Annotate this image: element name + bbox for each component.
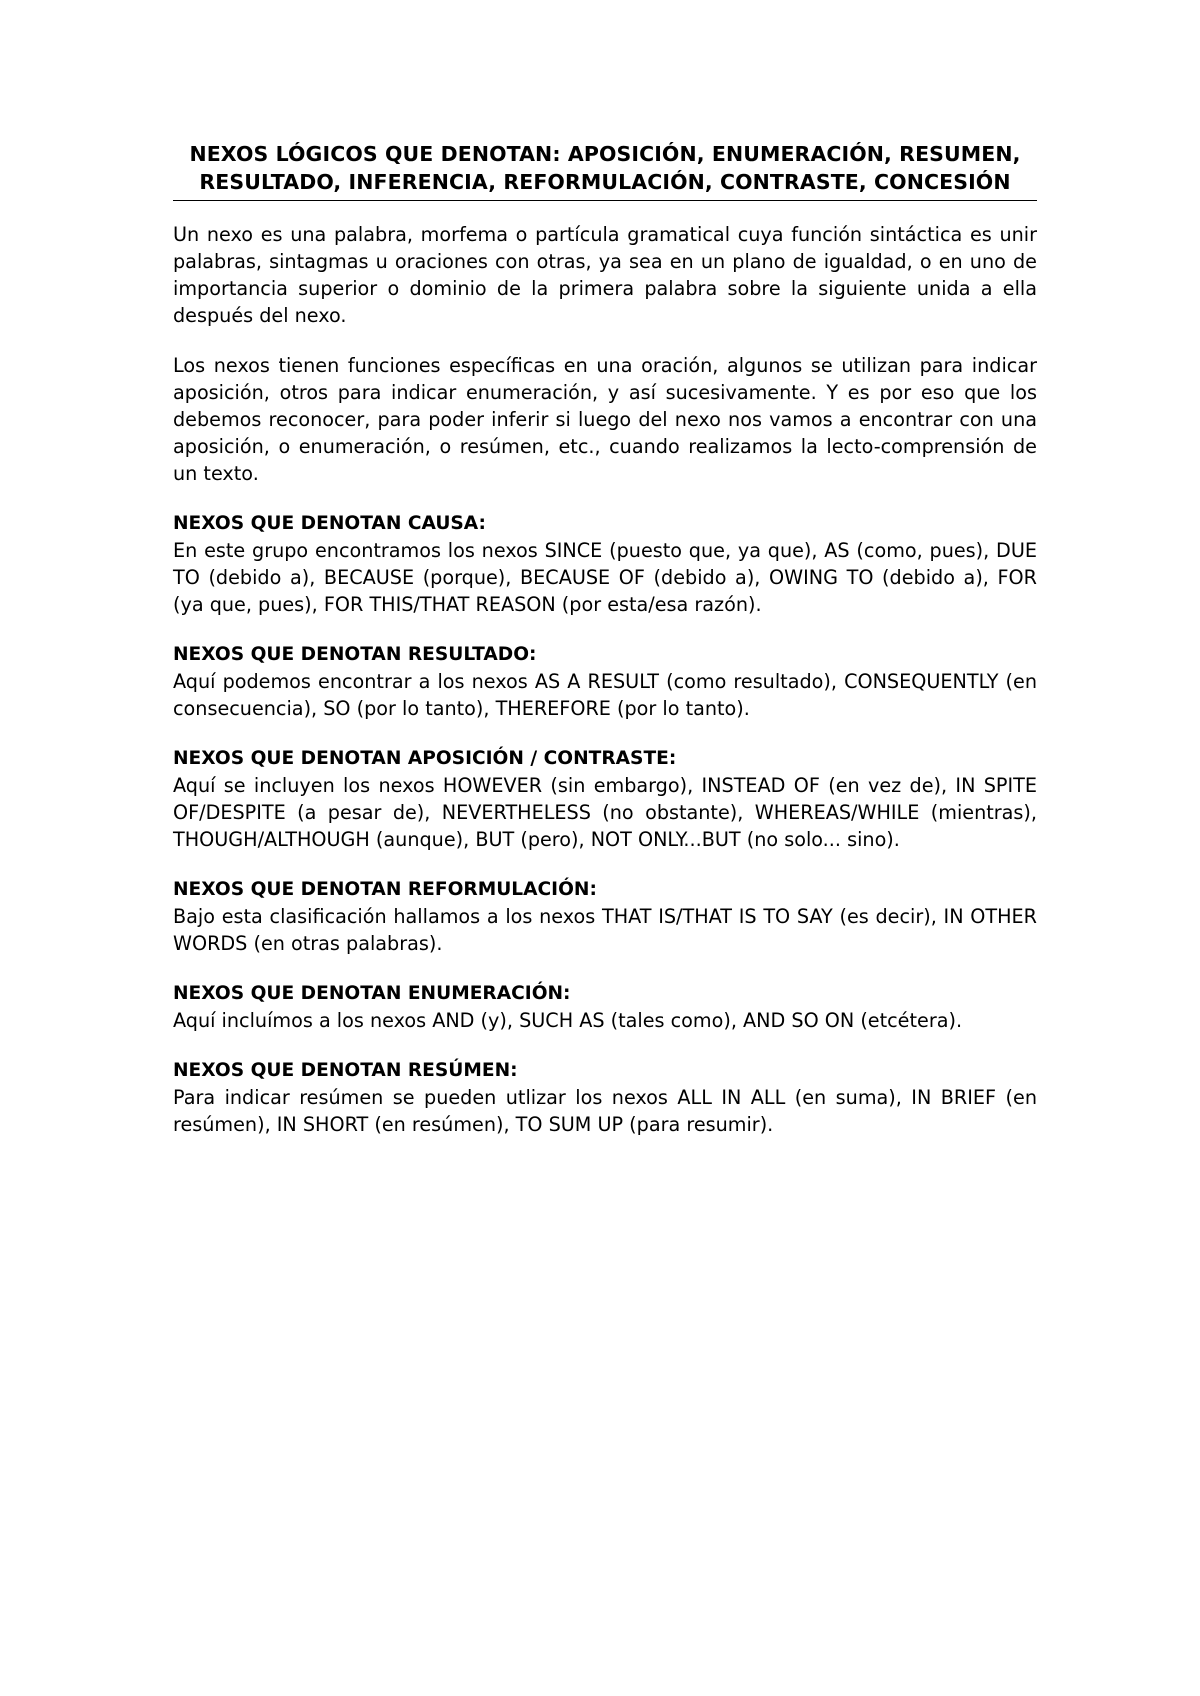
section-heading: NEXOS QUE DENOTAN REFORMULACIÓN: bbox=[173, 879, 597, 900]
section-heading: NEXOS QUE DENOTAN CAUSA: bbox=[173, 513, 486, 534]
intro-paragraph: Un nexo es una palabra, morfema o partícula gramatical cuya función sintáctica es unir palabras, sintagmas u oraciones con otras, ya sea en un plano de igualdad, o en uno de importancia superior o dominio de la primera palabra sobre la siguiente unida a ella después del nexo. bbox=[173, 223, 1037, 327]
section-heading: NEXOS QUE DENOTAN ENUMERACIÓN: bbox=[173, 983, 571, 1004]
section-body: Aquí se incluyen los nexos HOWEVER (sin embargo), INSTEAD OF (en vez de), IN SPITE OF/DESPITE (a pesar de), NEVERTHELESS (no obstante), WHEREAS/WHILE (mientras), THOUGH/ALTHOUGH (aunque), BUT (pero), NOT ONLY...BUT (no solo... sino). bbox=[173, 774, 1037, 851]
section-heading: NEXOS QUE DENOTAN RESÚMEN: bbox=[173, 1060, 518, 1081]
intro-paragraph: Los nexos tienen funciones específicas en una oración, algunos se utilizan para indicar aposición, otros para indicar enumeración, y así sucesivamente. Y es por eso que los debemos reconocer, para poder inferir si luego del nexo nos vamos a encontrar con una aposición, o enumeración, o resúmen, etc., cuando realizamos la lecto-comprensión de un texto. bbox=[173, 354, 1037, 485]
section-resumen bbox=[173, 1057, 1037, 1138]
section-body: Para indicar resúmen se pueden utlizar los nexos ALL IN ALL (en suma), IN BRIEF (en resúmen), IN SHORT (en resúmen), TO SUM UP (para resumir). bbox=[173, 1086, 1037, 1136]
section-body: Bajo esta clasificación hallamos a los nexos THAT IS/THAT IS TO SAY (es decir), IN OTHER WORDS (en otras palabras). bbox=[173, 905, 1037, 955]
document-page bbox=[173, 140, 1037, 1138]
document-title: NEXOS LÓGICOS QUE DENOTAN: APOSICIÓN, ENUMERACIÓN, RESUMEN, RESULTADO, INFERENCIA, REFORMULACIÓN, CONTRASTE, CONCESIÓN bbox=[173, 140, 1037, 201]
section-body: En este grupo encontramos los nexos SINCE (puesto que, ya que), AS (como, pues), DUE TO (debido a), BECAUSE (porque), BECAUSE OF (debido a), OWING TO (debido a), FOR (ya que, pues), FOR THIS/THAT REASON (por esta/esa razón). bbox=[173, 539, 1037, 616]
section-body: Aquí podemos encontrar a los nexos AS A RESULT (como resultado), CONSEQUENTLY (en consecuencia), SO (por lo tanto), THEREFORE (por lo tanto). bbox=[173, 670, 1037, 720]
section-body: Aquí incluímos a los nexos AND (y), SUCH AS (tales como), AND SO ON (etcétera). bbox=[173, 1009, 963, 1032]
section-aposicion-contraste bbox=[173, 745, 1037, 853]
section-causa bbox=[173, 510, 1037, 618]
section-enumeracion bbox=[173, 980, 1037, 1034]
section-reformulacion bbox=[173, 876, 1037, 957]
section-resultado bbox=[173, 641, 1037, 722]
section-heading: NEXOS QUE DENOTAN RESULTADO: bbox=[173, 644, 537, 665]
section-heading: NEXOS QUE DENOTAN APOSICIÓN / CONTRASTE: bbox=[173, 748, 677, 769]
